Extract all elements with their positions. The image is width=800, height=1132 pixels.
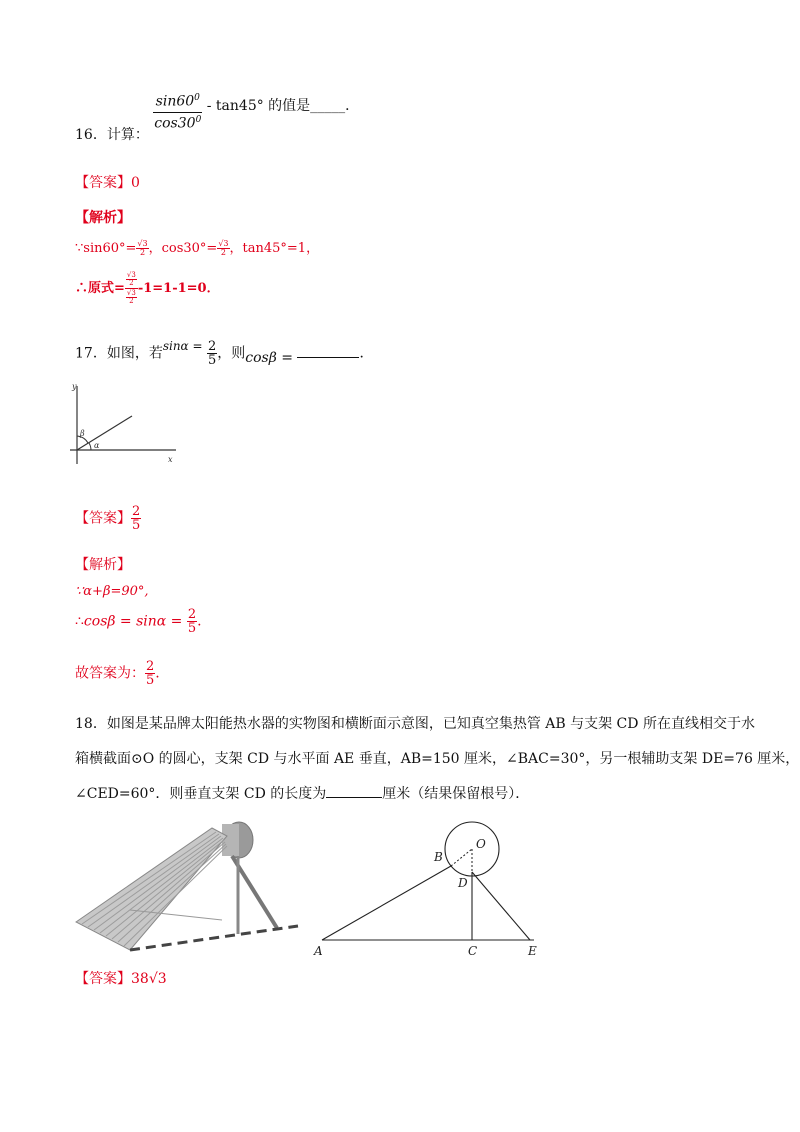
sin-alpha: sinα =: [162, 338, 203, 353]
alpha-arc: [89, 443, 91, 450]
q16-analysis-line2: ∴原式= $\frac{\frac{√3}{2}}{\frac{√3}{2}}$ -1=1-1=0．: [75, 271, 220, 305]
q17-analysis-line2: ∴cosβ = sinα = $\frac{2}{5}$ .: [75, 607, 202, 636]
q16-answer: [75, 172, 140, 192]
q17-analysis-label: 【解析】: [75, 557, 131, 573]
ray: [77, 416, 132, 450]
sqrt3-over-2: $\frac{√3}{2}$: [218, 239, 229, 257]
label-C: C: [468, 944, 478, 958]
answer-value: 0: [131, 175, 140, 191]
q17-angle-figure: [60, 378, 190, 470]
x-label: x: [168, 455, 173, 464]
cross-section-diagram: [310, 812, 550, 960]
q18-line3: ∠CED=60°．则垂直支架 CD 的长度为 厘米（结果保留根号）．: [75, 786, 530, 802]
answer-blank: [326, 797, 382, 798]
q16-suffix: - tan45° 的值是_____．: [206, 98, 360, 115]
nested-fraction: $\frac{\frac{√3}{2}}{\frac{√3}{2}}$: [126, 271, 136, 305]
answer-label: 【答案】: [75, 175, 131, 191]
answer-label: 【答案】: [75, 971, 131, 987]
label-A: A: [314, 944, 323, 958]
answer-label: 【答案】: [75, 510, 131, 527]
q17-stem: 17．如图，若sinα = $\frac{2}{5}$ ，则cosβ = ．: [75, 338, 374, 368]
answer-blank: [297, 357, 359, 358]
collector-panel: [76, 828, 227, 950]
solar-heater-photo: [72, 810, 304, 956]
alpha-label: α: [94, 441, 100, 450]
label-O: O: [476, 837, 486, 851]
q16-frac-num: $\sin 60^0$: [153, 94, 202, 113]
answer-fraction: $\frac{2}{5}$: [132, 504, 141, 533]
q18-line2: 箱横截面⊙O 的圆心，支架 CD 与水平面 AE 垂直，AB=150 厘米，∠BAC=30°，另一根辅助支架 DE=76 厘米，: [75, 751, 800, 767]
line-DE: [472, 872, 530, 940]
q16-stem: [75, 93, 360, 144]
answer-value: 38: [131, 971, 149, 987]
line-BO: [451, 849, 472, 866]
q16-fraction: [153, 94, 202, 130]
cos-beta: cosβ =: [245, 349, 293, 366]
beta-label: β: [80, 429, 85, 438]
ground-line: [130, 926, 298, 950]
q17-analysis-line1: ∵α+β=90°,: [75, 584, 149, 599]
label-E: E: [528, 944, 537, 958]
q16-prefix: 16．计算：: [75, 127, 149, 144]
answer-root: √3: [148, 971, 167, 987]
q16-frac-den: $\cos 30^0$: [154, 114, 202, 132]
q18-answer: [75, 968, 167, 988]
q16-analysis-line1: ∵sin60°= $\frac{√3}{2}$ ，cos30°= $\frac{√3}{2}$ ，tan45°=1，: [75, 239, 320, 257]
line-AB: [322, 866, 451, 940]
q16-analysis-label: 【解析】: [75, 210, 131, 226]
q17-final-answer: 故答案为： $\frac{2}{5}$ .: [75, 659, 160, 688]
y-label: y: [72, 382, 77, 391]
label-B: B: [434, 850, 443, 864]
q17-fraction: $\frac{2}{5}$: [207, 339, 217, 368]
q18-line1: 18．如图是某品牌太阳能热水器的实物图和横断面示意图，已知真空集热管 AB 与支架 CD 所在直线相交于水: [75, 716, 755, 732]
q17-answer: [75, 505, 141, 532]
label-D: D: [458, 876, 468, 890]
sqrt3-over-2: $\frac{√3}{2}$: [137, 239, 148, 257]
